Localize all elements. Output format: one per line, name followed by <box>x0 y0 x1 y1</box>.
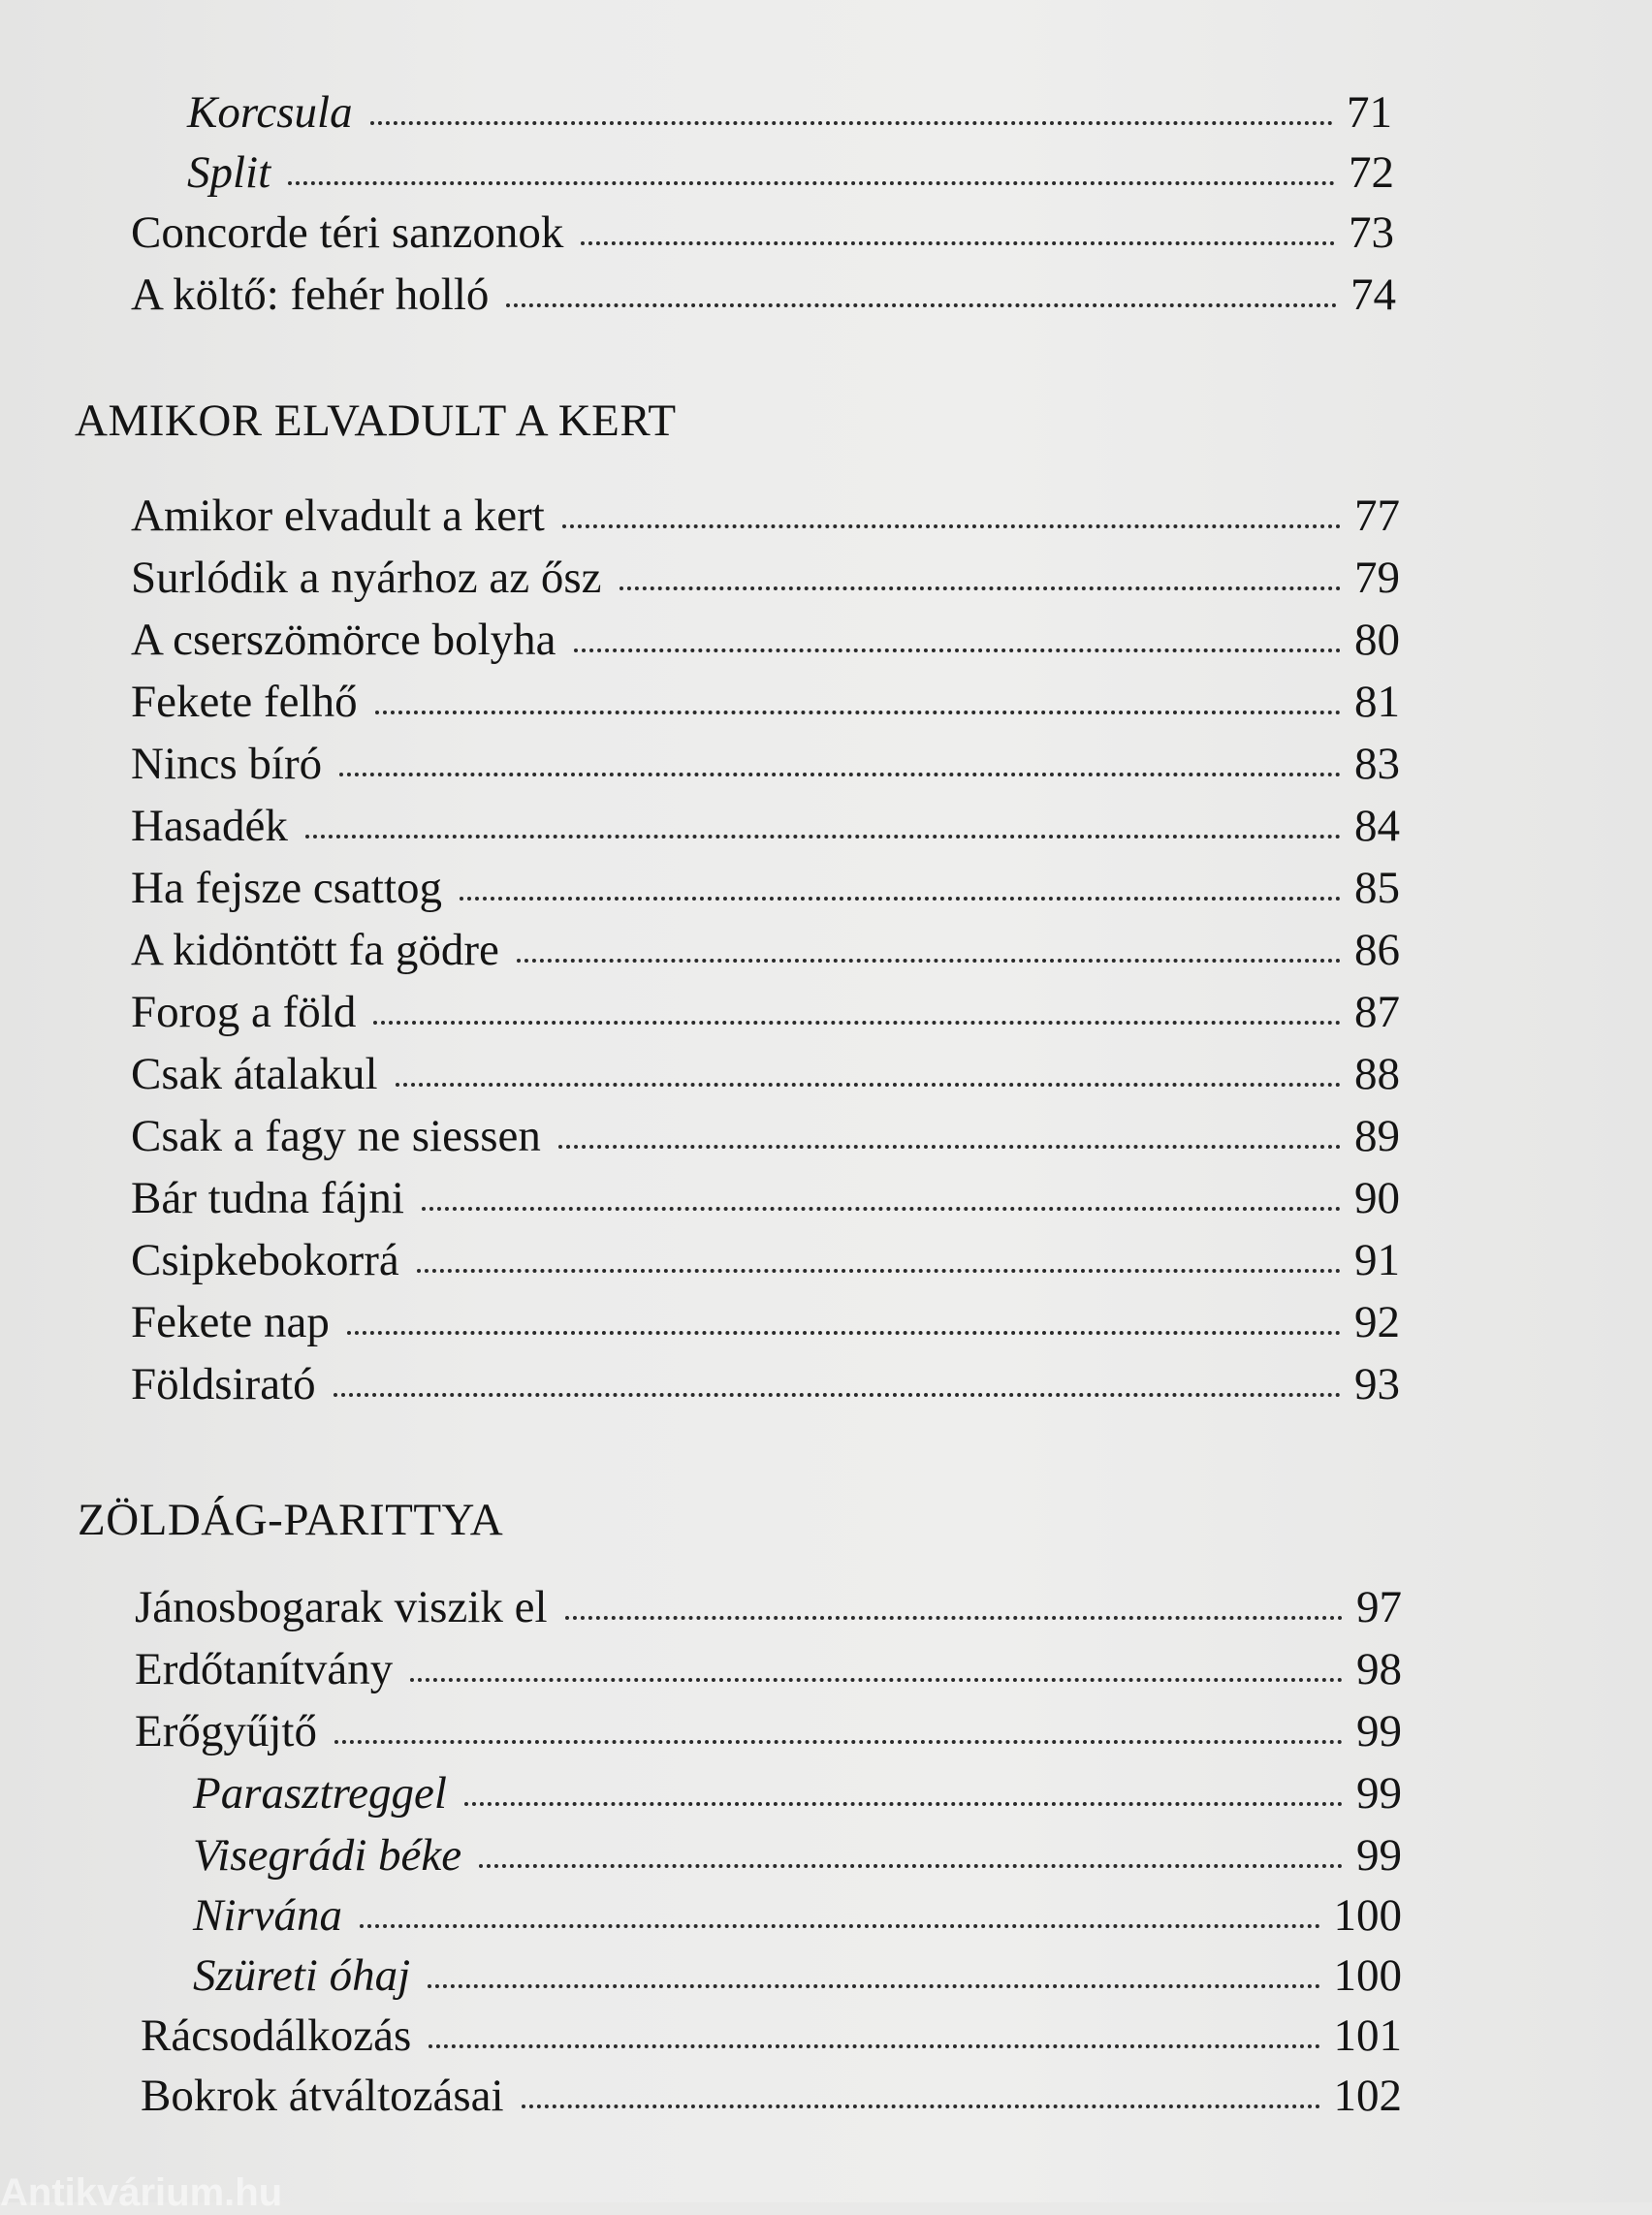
toc-entry-page: 100 <box>1333 1890 1402 1941</box>
leader-dots <box>373 1021 1341 1025</box>
toc-entry-page: 80 <box>1354 615 1400 665</box>
toc-entry-page: 73 <box>1349 207 1394 258</box>
toc-entry <box>131 611 1400 669</box>
toc-entry-page: 99 <box>1356 1768 1402 1819</box>
toc-entry-title: A kidöntött fa gödre <box>131 925 499 975</box>
toc-entry-page: 77 <box>1354 490 1400 541</box>
toc-entry-title: Split <box>187 147 271 198</box>
toc-entry-title: A költő: fehér holló <box>131 269 490 320</box>
toc-entry-title: Fekete felhő <box>131 677 358 727</box>
toc-entry <box>131 487 1400 545</box>
toc-entry-title: Bár tudna fájni <box>131 1173 404 1223</box>
watermark-logo: Antikvárium.hu <box>0 2171 283 2214</box>
toc-entry <box>131 1355 1400 1413</box>
toc-entry-title: Nincs bíró <box>131 739 323 789</box>
toc-entry-title: Bokrok átváltozásai <box>141 2071 504 2121</box>
leader-dots <box>334 1740 1343 1744</box>
toc-entry <box>131 921 1400 979</box>
toc-entry-page: 83 <box>1354 739 1400 789</box>
toc-entry <box>131 735 1400 793</box>
toc-entry-title: Forog a föld <box>131 987 357 1037</box>
toc-entry-title: Csak a fagy ne siessen <box>131 1111 541 1161</box>
leader-dots <box>565 1616 1343 1620</box>
toc-entry-page: 90 <box>1354 1173 1400 1223</box>
toc-entry <box>131 1107 1400 1165</box>
toc-entry <box>131 266 1396 324</box>
leader-dots <box>506 303 1337 307</box>
toc-entry <box>131 797 1400 855</box>
toc-entry <box>193 1826 1402 1884</box>
toc-entry-title: Földsirató <box>131 1359 316 1409</box>
toc-entry-title: Parasztreggel <box>193 1768 447 1819</box>
leader-dots <box>360 1924 1319 1928</box>
leader-dots <box>429 2044 1319 2048</box>
leader-dots <box>428 1984 1319 1988</box>
leader-dots <box>460 897 1341 901</box>
leader-dots <box>375 711 1341 714</box>
toc-entry-page: 97 <box>1356 1582 1402 1632</box>
toc-entry <box>131 1231 1400 1289</box>
leader-dots <box>422 1207 1341 1211</box>
toc-entry-title: Csak átalakul <box>131 1049 378 1099</box>
toc-entry-page: 89 <box>1354 1111 1400 1161</box>
toc-entry <box>193 1764 1402 1822</box>
section-heading: AMIKOR ELVADULT A KERT <box>75 396 677 446</box>
toc-entry <box>187 83 1392 142</box>
toc-entry-page: 72 <box>1349 147 1394 198</box>
leader-dots <box>334 1393 1341 1397</box>
leader-dots <box>562 524 1341 528</box>
toc-entry-page: 87 <box>1354 987 1400 1037</box>
toc-entry <box>131 983 1400 1041</box>
leader-dots <box>347 1331 1341 1335</box>
toc-entry-page: 92 <box>1354 1297 1400 1347</box>
toc-entry-page: 99 <box>1356 1830 1402 1881</box>
leader-dots <box>479 1864 1343 1868</box>
toc-entry <box>131 859 1400 917</box>
toc-entry-title: Szüreti óhaj <box>193 1950 411 2001</box>
toc-entry-title: A cserszömörce bolyha <box>131 615 556 665</box>
toc-entry <box>131 549 1400 607</box>
leader-dots <box>620 586 1341 590</box>
toc-entry-title: Erőgyűjtő <box>135 1706 317 1756</box>
toc-entry-page: 102 <box>1333 2071 1402 2121</box>
toc-entry-title: Korcsula <box>187 87 353 138</box>
leader-dots <box>517 959 1341 963</box>
toc-entry-title: Hasadék <box>131 801 288 851</box>
leader-dots <box>339 773 1341 776</box>
leader-dots <box>464 1802 1343 1806</box>
leader-dots <box>558 1145 1341 1149</box>
toc-entry-title: Rácsodálkozás <box>141 2010 412 2061</box>
toc-entry <box>131 1293 1400 1351</box>
toc-entry <box>131 1169 1400 1227</box>
toc-entry <box>131 673 1400 731</box>
toc-entry <box>131 1045 1400 1103</box>
toc-entry-page: 88 <box>1354 1049 1400 1099</box>
toc-entry <box>141 2067 1402 2125</box>
toc-entry-page: 100 <box>1333 1950 1402 2001</box>
toc-entry-title: Jánosbogarak viszik el <box>135 1582 548 1632</box>
leader-dots <box>417 1269 1341 1273</box>
toc-entry <box>135 1578 1402 1636</box>
toc-entry-page: 101 <box>1333 2010 1402 2061</box>
toc-entry-title: Csipkebokorrá <box>131 1235 399 1285</box>
toc-entry-title: Erdőtanítvány <box>135 1644 394 1694</box>
toc-entry-page: 93 <box>1354 1359 1400 1409</box>
toc-entry-page: 99 <box>1356 1706 1402 1756</box>
leader-dots <box>370 121 1333 125</box>
toc-entry <box>135 1702 1402 1760</box>
toc-entry-title: Nirvána <box>193 1890 343 1941</box>
leader-dots <box>305 835 1341 839</box>
toc-entry-page: 91 <box>1354 1235 1400 1285</box>
toc-entry-title: Surlódik a nyárhoz az ősz <box>131 553 602 603</box>
leader-dots <box>574 649 1341 652</box>
leader-dots <box>581 241 1335 245</box>
leader-dots <box>396 1083 1341 1087</box>
toc-entry <box>193 1946 1402 2005</box>
leader-dots <box>410 1678 1343 1682</box>
toc-entry <box>141 2007 1402 2065</box>
toc-entry-title: Fekete nap <box>131 1297 330 1347</box>
toc-entry-page: 74 <box>1350 269 1396 320</box>
toc-entry <box>187 143 1394 202</box>
toc-entry-page: 71 <box>1347 87 1392 138</box>
leader-dots <box>288 181 1335 185</box>
toc-entry-page: 84 <box>1354 801 1400 851</box>
toc-entry-page: 81 <box>1354 677 1400 727</box>
section-heading: ZÖLDÁG-PARITTYA <box>78 1495 504 1545</box>
toc-entry <box>135 1640 1402 1698</box>
toc-entry-title: Concorde téri sanzonok <box>131 207 564 258</box>
toc-entry-title: Ha fejsze csattog <box>131 863 443 913</box>
toc-entry-title: Visegrádi béke <box>193 1830 462 1881</box>
toc-entry-page: 85 <box>1354 863 1400 913</box>
toc-entry-page: 98 <box>1356 1644 1402 1694</box>
toc-entry-title: Amikor elvadult a kert <box>131 490 545 541</box>
toc-entry-page: 79 <box>1354 553 1400 603</box>
toc-entry <box>193 1886 1402 1945</box>
toc-entry-page: 86 <box>1354 925 1400 975</box>
toc-entry <box>131 204 1394 262</box>
leader-dots <box>522 2104 1320 2108</box>
